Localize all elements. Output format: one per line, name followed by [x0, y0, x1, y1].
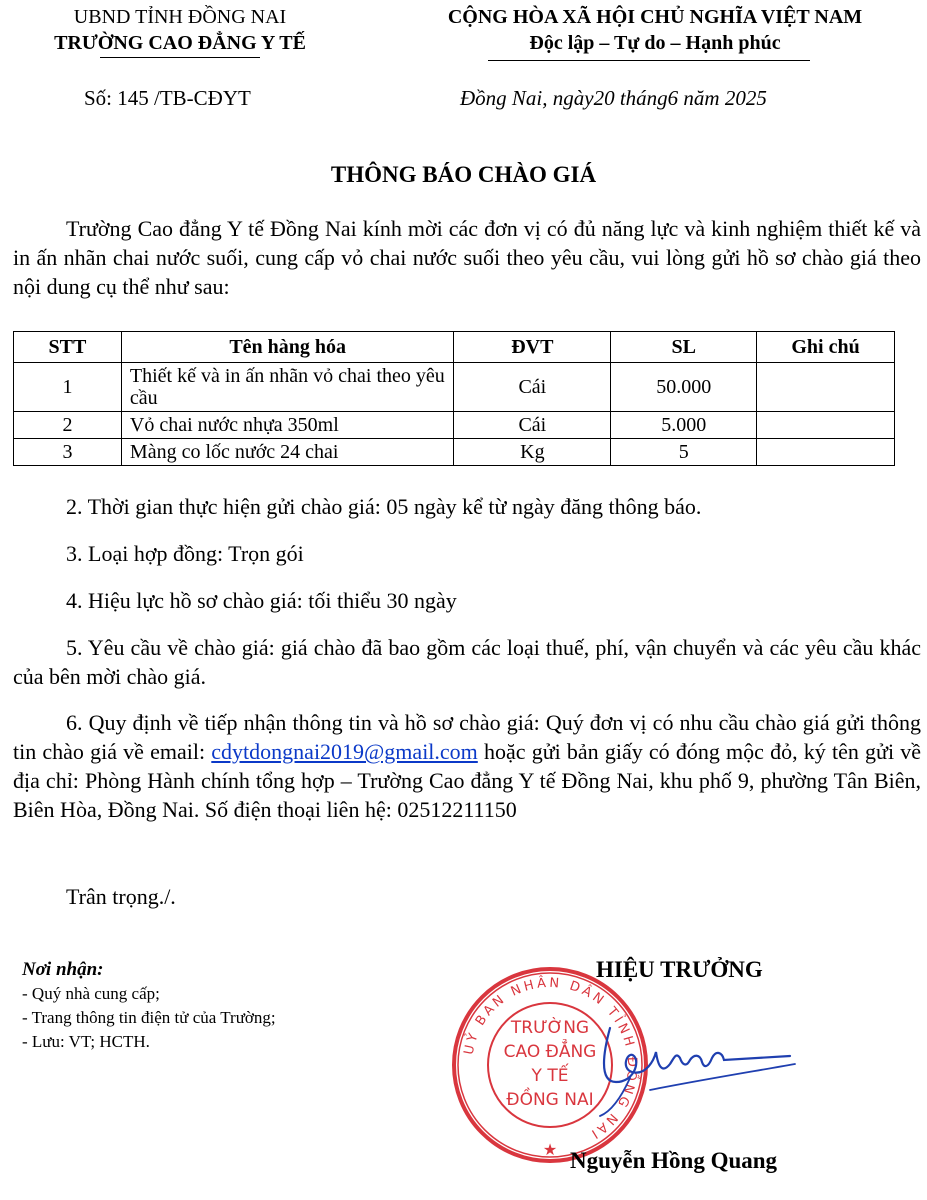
recipient-line: - Trang thông tin điện tử của Trường; [22, 1008, 276, 1027]
submission-rules-address: hoặc gửi bản giấy có đóng mộc đỏ, ký tên gửi về địa chỉ: Phòng Hành chính tổng hợp – Trường Cao đẳng Y tế Đồng Nai, khu phố 9, phường Tân Biên, Biên Hòa, Đồng Nai. Số điện thoại liên hệ: 02512211150 [13, 739, 922, 822]
seal-line: Y TẾ [531, 1066, 569, 1086]
table-row [14, 439, 895, 466]
seal-line: TRƯỜNG [510, 1018, 590, 1038]
col-header-note: Ghi chú [757, 332, 895, 363]
cell-note [757, 439, 895, 466]
col-header-item-name: Tên hàng hóa [121, 332, 454, 363]
cell-stt: 3 [14, 439, 122, 466]
org-underline [100, 57, 260, 58]
email-link[interactable]: cdytdongnai2019@gmail.com [211, 739, 478, 764]
recipients-title: Nơi nhận: [22, 959, 104, 980]
item-submission-time: 2. Thời gian thực hiện gửi chào giá: 05 ngày kể từ ngày đăng thông báo. [66, 494, 702, 519]
closing-remark: Trân trọng./. [66, 884, 176, 909]
intro-paragraph: Trường Cao đẳng Y tế Đồng Nai kính mời các đơn vị có đủ năng lực và kinh nghiệm thiết kế và in ấn nhãn chai nước suối, cung cấp vỏ chai nước suối theo yêu cầu, vui lòng gửi hồ sơ chào giá theo nội dung cụ thể như sau: [13, 216, 921, 299]
cell-stt: 2 [14, 412, 122, 439]
cell-note [757, 363, 895, 412]
cell-quantity: 5.000 [611, 412, 757, 439]
col-header-unit: ĐVT [454, 332, 611, 363]
org-name: TRƯỜNG CAO ĐẲNG Y TẾ [54, 32, 306, 54]
seal-line: ĐỒNG NAI [506, 1090, 594, 1110]
nation-name: CỘNG HÒA XÃ HỘI CHỦ NGHĨA VIỆT NAM [447, 6, 863, 28]
cell-stt: 1 [14, 363, 122, 412]
cell-unit: Cái [454, 363, 611, 412]
cell-unit: Kg [454, 439, 611, 466]
table-row [14, 412, 895, 439]
item-submission-rules [13, 708, 921, 824]
goods-table [13, 331, 895, 466]
recipient-line: - Lưu: VT; HCTH. [22, 1032, 150, 1051]
motto-underline [488, 60, 810, 61]
seal-line: CAO ĐẲNG [503, 1042, 597, 1062]
document-number: Số: 145 /TB-CĐYT [84, 86, 251, 110]
table-row [14, 363, 895, 412]
handwritten-signature [590, 1020, 800, 1120]
recipients-block [22, 958, 276, 1054]
cell-item-name: Màng co lốc nước 24 chai [121, 439, 454, 466]
cell-item-name: Thiết kế và in ấn nhãn vỏ chai theo yêu cầu [121, 363, 454, 412]
document-title: THÔNG BÁO CHÀO GIÁ [330, 162, 597, 187]
col-header-quantity: SL [611, 332, 757, 363]
national-motto: Độc lập – Tự do – Hạnh phúc [529, 32, 781, 54]
signer-position: HIỆU TRƯỞNG [596, 957, 763, 982]
col-header-stt: STT [14, 332, 122, 363]
seal-outer-text: UỶ BAN NHÂN DÂN TỈNH ĐỒNG NAI [461, 975, 640, 1143]
recipient-line: - Quý nhà cung cấp; [22, 984, 160, 1003]
cell-quantity: 50.000 [611, 363, 757, 412]
cell-item-name: Vỏ chai nước nhựa 350ml [121, 412, 454, 439]
signer-name: Nguyễn Hồng Quang [570, 1148, 778, 1173]
item-price-requirements: 5. Yêu cầu về chào giá: giá chào đã bao gồm các loại thuế, phí, vận chuyển và các yêu cầu khác của bên mời chào giá. [13, 635, 921, 689]
issuing-authority [20, 4, 340, 56]
cell-note [757, 412, 895, 439]
cell-quantity: 5 [611, 439, 757, 466]
item-validity: 4. Hiệu lực hồ sơ chào giá: tối thiểu 30 ngày [66, 588, 457, 613]
national-heading [390, 4, 920, 56]
item-contract-type: 3. Loại hợp đồng: Trọn gói [66, 541, 304, 566]
submission-rules-text: 6. Quy định về tiếp nhận thông tin và hồ sơ chào giá: Quý đơn vị có nhu cầu chào giá gửi thông tin chào giá về email: [13, 710, 921, 764]
org-parent: UBND TỈNH ĐỒNG NAI [73, 6, 287, 28]
cell-unit: Cái [454, 412, 611, 439]
table-header-row [14, 332, 895, 363]
document-date: Đồng Nai, ngày20 tháng6 năm 2025 [460, 86, 767, 110]
star-icon: ★ [542, 1140, 558, 1159]
